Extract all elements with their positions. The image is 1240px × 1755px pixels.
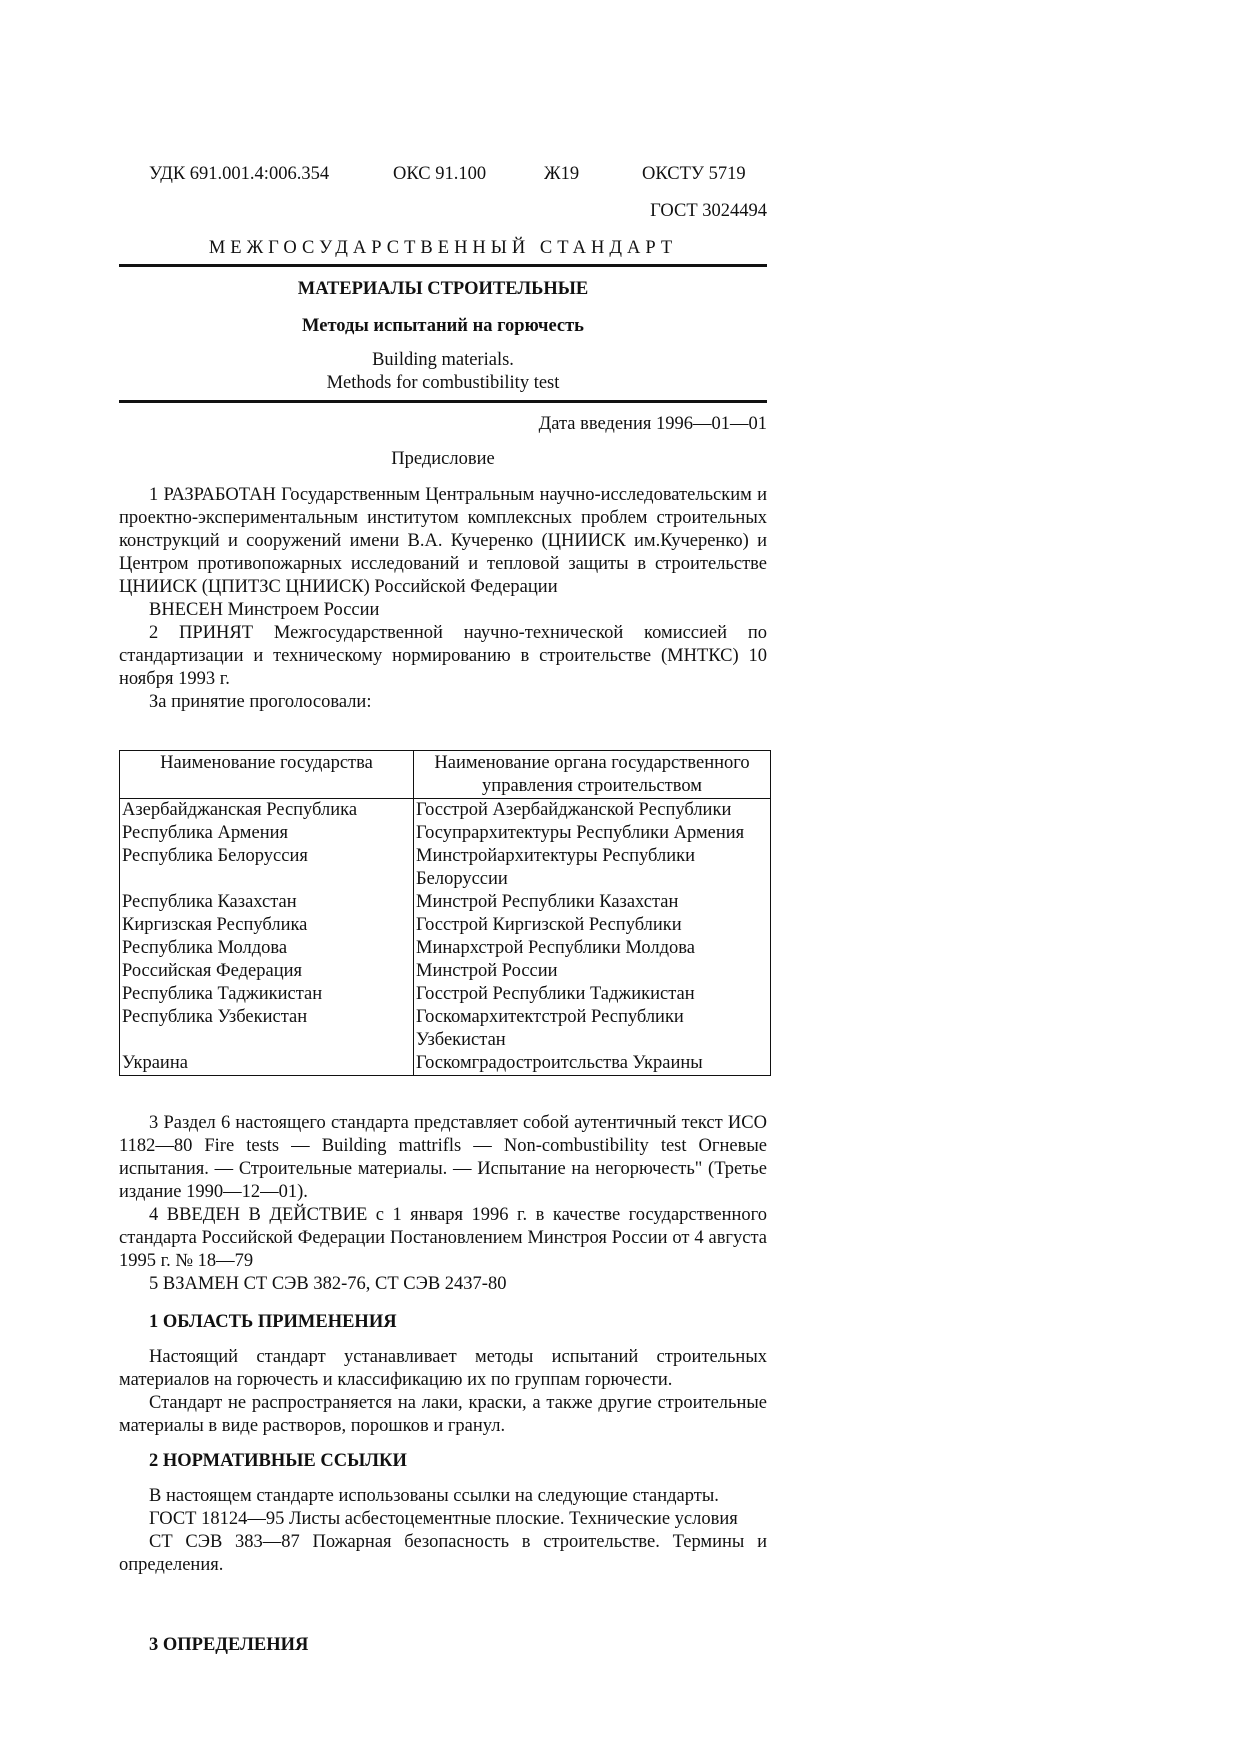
english-title — [119, 349, 767, 395]
state-cell: Украина — [120, 1052, 414, 1076]
section-2-heading: 2 НОРМАТИВНЫЕ ССЫЛКИ — [149, 1451, 407, 1471]
section-1 — [119, 1311, 767, 1438]
table-row — [120, 960, 771, 983]
body-cell: Минстройархитектуры Республики Белоруссии — [414, 845, 771, 891]
oks-code: ОКС 91.100 — [393, 164, 487, 184]
table-row — [120, 845, 771, 891]
preface-paragraph-6: 4 ВВЕДЕН В ДЕЙСТВИЕ с 1 января 1996 г. в качестве государственного стандарта Российской Федерации Постановлением Минстроя России от 4 августа 1995 г. № 18—79 — [119, 1205, 767, 1271]
state-cell: Республика Узбекистан — [120, 1006, 414, 1052]
document-subtitle: Методы испытаний на горючесть — [302, 316, 584, 336]
body-cell: Минстрой России — [414, 960, 771, 983]
preface-paragraph-7: 5 ВЗАМЕН СТ СЭВ 382-76, СТ СЭВ 2437-80 — [149, 1274, 507, 1294]
voting-states-table — [119, 750, 771, 1076]
top-rule — [119, 264, 767, 267]
section-1-paragraph-1: Настоящий стандарт устанавливает методы испытаний строительных материалов на горючесть и классификацию их по группам горючести. — [119, 1347, 767, 1390]
state-cell: Республика Казахстан — [120, 891, 414, 914]
preface-paragraph-4: За принятие проголосовали: — [149, 692, 372, 712]
section-2-paragraph-1: В настоящем стандарте использованы ссылки на следующие стандарты. — [149, 1486, 719, 1506]
state-cell: Республика Армения — [120, 822, 414, 845]
preface-paragraph-2: ВНЕСЕН Минстроем России — [149, 600, 380, 620]
udk-code: УДК 691.001.4:006.354 — [149, 164, 330, 184]
state-cell: Российская Федерация — [120, 960, 414, 983]
table-row — [120, 937, 771, 960]
table-row — [120, 1052, 771, 1076]
gost-number: ГОСТ 3024494 — [650, 201, 767, 221]
body-cell: Госкомархитектстрой Республики Узбекистан — [414, 1006, 771, 1052]
table-row — [120, 914, 771, 937]
section-3 — [119, 1634, 767, 1657]
body-cell: Госкомградостроитсльства Украины — [414, 1052, 771, 1076]
section-1-paragraph-2: Стандарт не распространяется на лаки, краски, а также другие строительные материалы в виде растворов, порошков и гранул. — [119, 1393, 767, 1436]
body-cell: Госстрой Азербайджанской Республики — [414, 799, 771, 823]
table-header-body: Наименование органа государственного управления строительством — [414, 751, 771, 799]
body-cell: Минстрой Республики Казахстан — [414, 891, 771, 914]
section-1-heading: 1 ОБЛАСТЬ ПРИМЕНЕНИЯ — [149, 1312, 397, 1332]
state-cell: Республика Белоруссия — [120, 845, 414, 891]
table-header-state: Наименование государства — [120, 751, 414, 799]
table-header-row — [120, 751, 771, 799]
interstate-standard-label: МЕЖГОСУДАРСТВЕННЫЙ СТАНДАРТ — [208, 238, 678, 258]
preface-paragraph-5: 3 Раздел 6 настоящего стандарта представляет собой аутентичный текст ИСО 1182—80 Fire tests — Building mattrifls — Non-combustibility test Огневые испытания. — Строительные материалы. — Испытание на негорючесть" (Третье издание 1990—12—01). — [119, 1113, 767, 1202]
preface-paragraph-3: 2 ПРИНЯТ Межгосударственной научно-технической комиссией по стандартизации и техническому нормированию в строительстве (МНТКС) 10 ноября 1993 г. — [119, 623, 767, 689]
after-table-block — [119, 1112, 767, 1296]
state-cell: Азербайджанская Республика — [120, 799, 414, 823]
preface-block — [119, 484, 767, 714]
section-2-paragraph-3: СТ СЭВ 383—87 Пожарная безопасность в строительстве. Термины и определения. — [119, 1532, 767, 1575]
body-cell: Госстрой Республики Таджикистан — [414, 983, 771, 1006]
preface-heading: Предисловие — [391, 449, 495, 469]
section-3-heading: 3 ОПРЕДЕЛЕНИЯ — [149, 1635, 309, 1655]
zh-code: Ж19 — [544, 164, 580, 184]
table-row — [120, 983, 771, 1006]
table-row — [120, 891, 771, 914]
table-row — [120, 799, 771, 823]
section-2-paragraph-2: ГОСТ 18124—95 Листы асбестоцементные плоские. Технические условия — [149, 1509, 738, 1529]
english-title-line-1: Building materials. — [372, 350, 514, 370]
classification-codes — [149, 163, 769, 187]
table-row — [120, 1006, 771, 1052]
state-cell: Республика Таджикистан — [120, 983, 414, 1006]
english-title-line-2: Methods for combustibility test — [326, 373, 560, 393]
body-cell: Госстрой Киргизской Республики — [414, 914, 771, 937]
body-cell: Госупрархитектуры Республики Армения — [414, 822, 771, 845]
bottom-rule — [119, 400, 767, 403]
state-cell: Республика Молдова — [120, 937, 414, 960]
table-row — [120, 822, 771, 845]
state-cell: Киргизская Республика — [120, 914, 414, 937]
body-cell: Минархстрой Республики Молдова — [414, 937, 771, 960]
section-2 — [119, 1450, 767, 1577]
document-title: МАТЕРИАЛЫ СТРОИТЕЛЬНЫЕ — [297, 279, 589, 299]
okstu-code: ОКСТУ 5719 — [642, 164, 746, 184]
preface-paragraph-1: 1 РАЗРАБОТАН Государственным Центральным научно-исследовательским и проектно-экспериментальным институтом комплексных проблем строительных конструкций и сооружений имени В.А. Кучеренко (ЦНИИСК им.Кучеренко) и Центром противопожарных исследований и тепловой защиты в строительстве ЦНИИСК (ЦПИТЗС ЦНИИСК) Российской Федерации — [119, 485, 767, 597]
introduction-date: Дата введения 1996—01—01 — [538, 414, 767, 434]
